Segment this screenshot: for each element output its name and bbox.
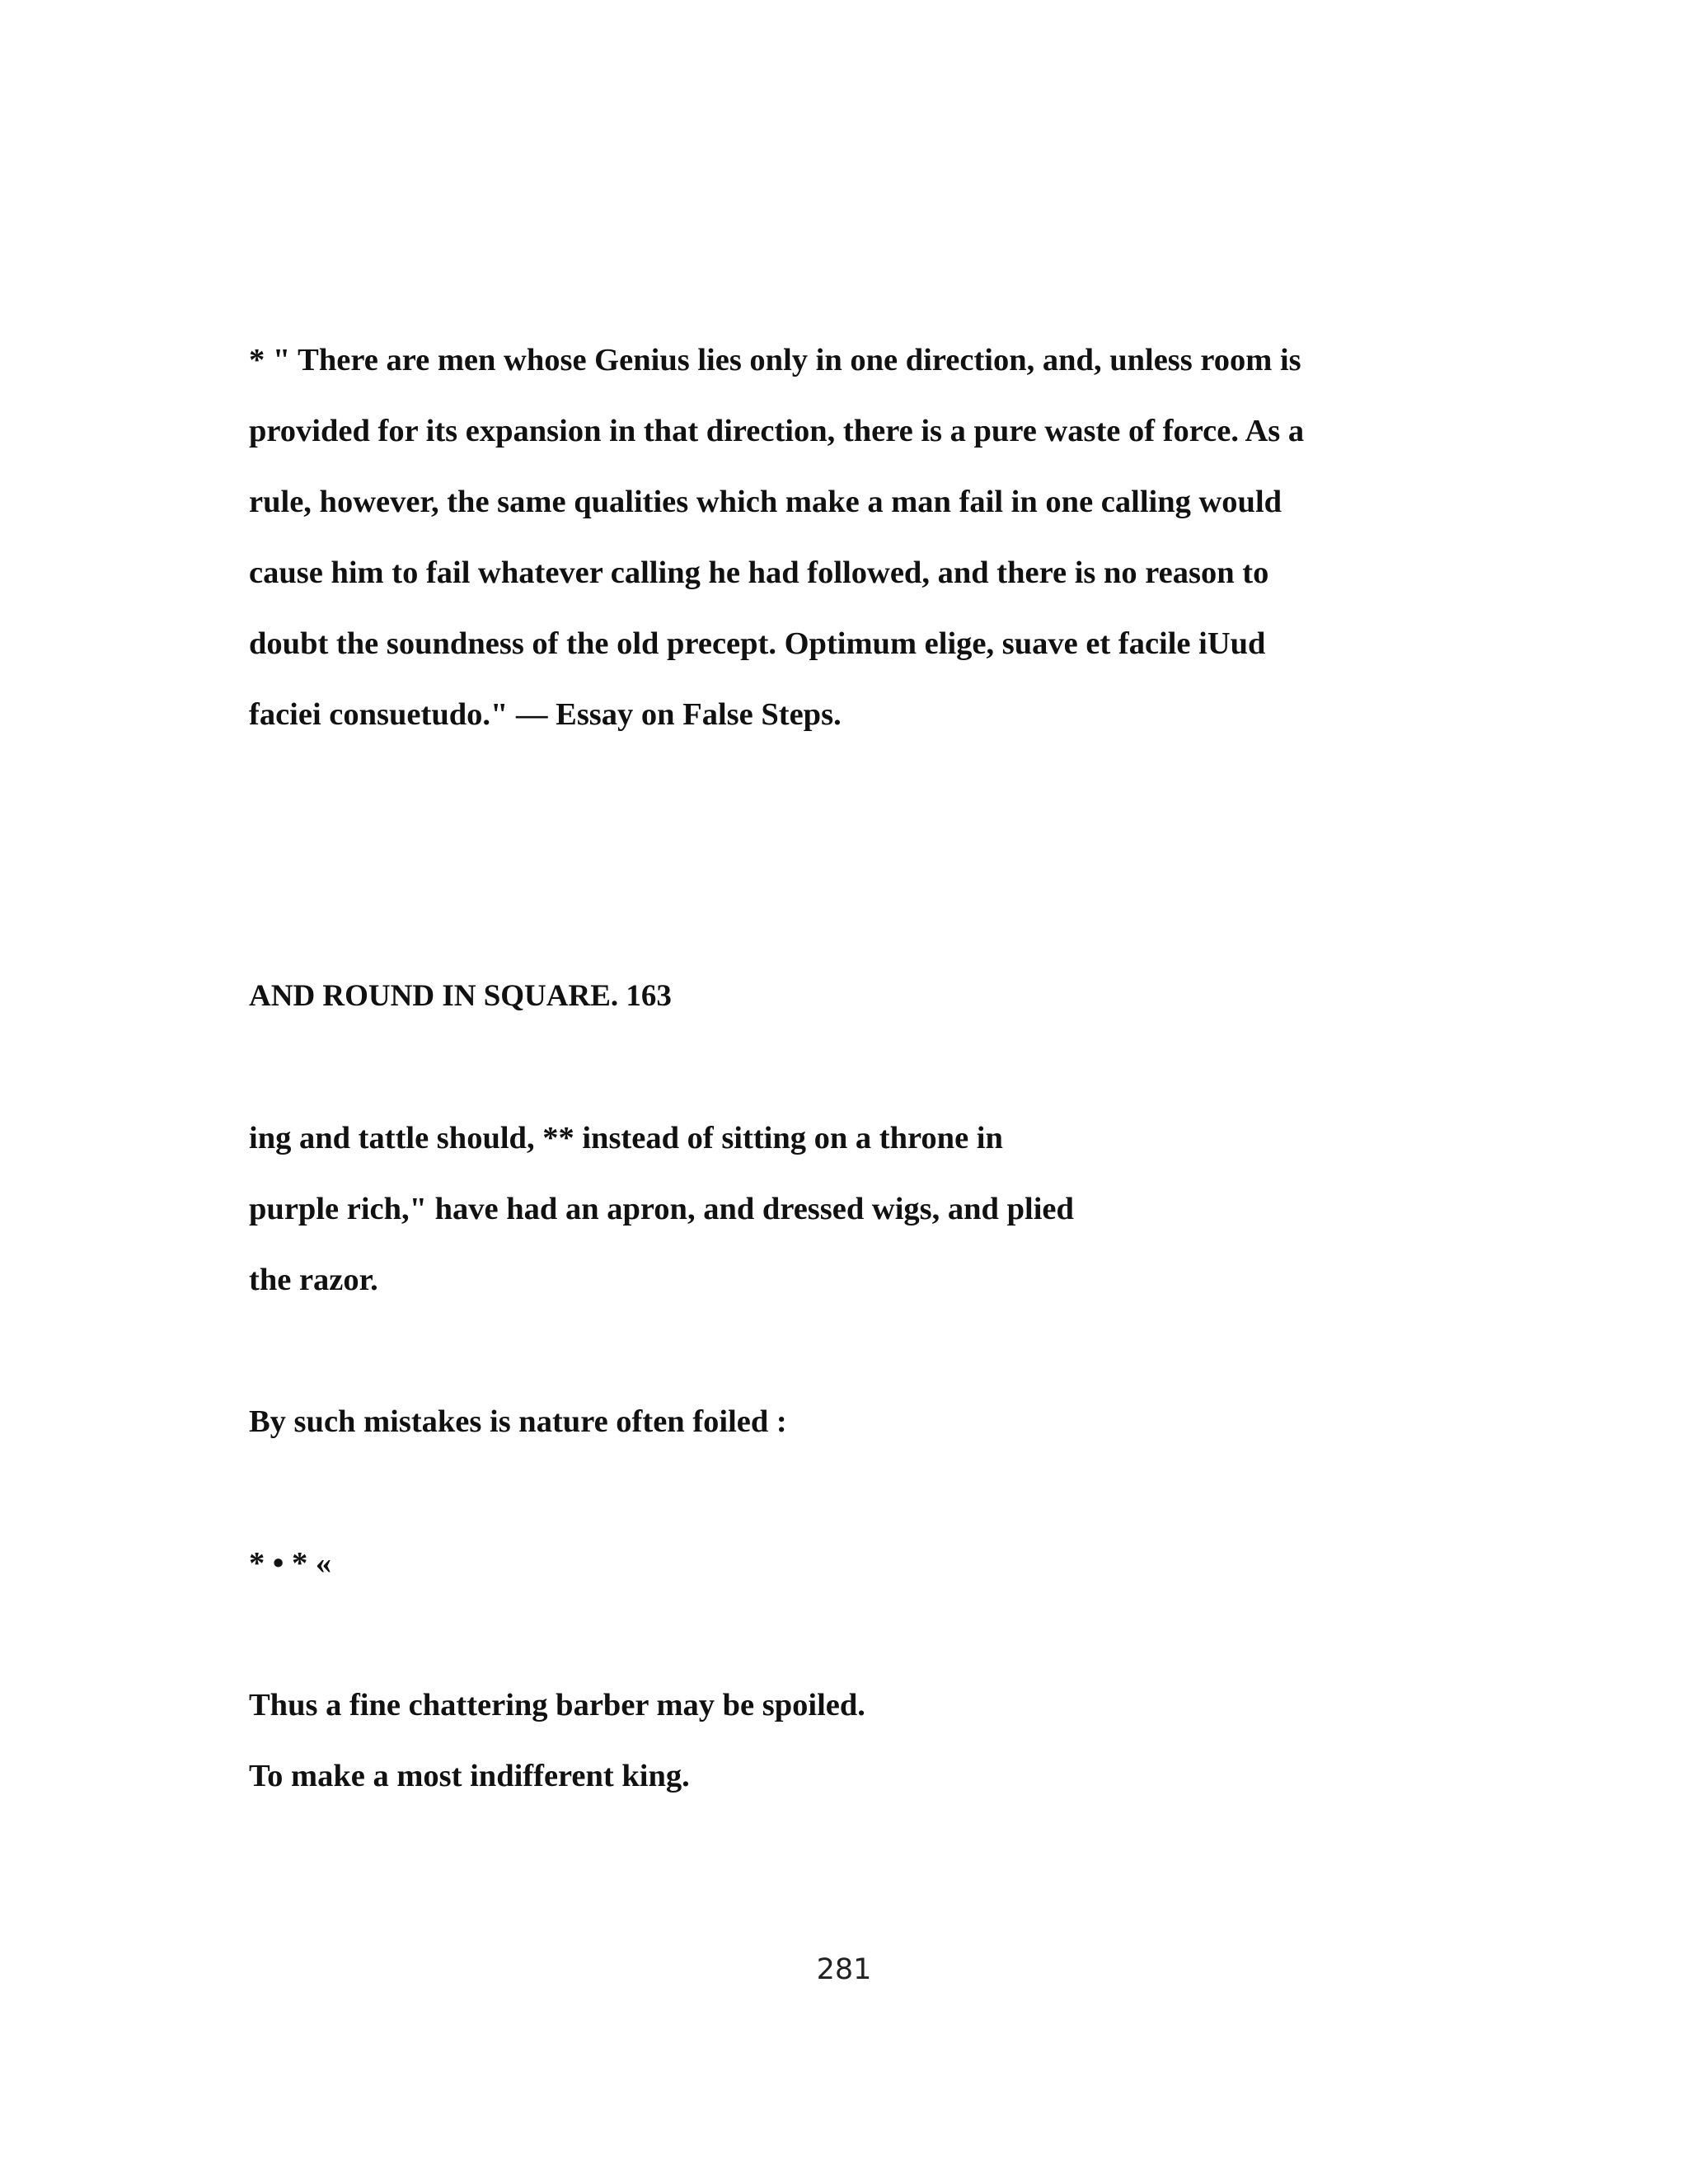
body-line-1: ing and tattle should, ** instead of sitting on a throne in [249, 1121, 1003, 1155]
footnote-line-6: faciei consuetudo." — Essay on False Steps. [249, 697, 842, 732]
footnote-line-2: provided for its expansion in that direction, there is a pure waste of force. As a [249, 414, 1305, 448]
footnote-line-4: cause him to fail whatever calling he had followed, and there is no reason to [249, 555, 1269, 590]
body-line-3: the razor. [249, 1263, 378, 1297]
verse-line-1: By such mistakes is nature often foiled : [249, 1404, 787, 1439]
footnote-line-1: * " There are men whose Genius lies only in one direction, and, unless room is [249, 343, 1301, 377]
footnote-line-5: doubt the soundness of the old precept. Optimum elige, suave et facile iUud [249, 626, 1266, 661]
verse-line-2: Thus a fine chattering barber may be spoiled. [249, 1688, 865, 1722]
body-line-2: purple rich," have had an apron, and dressed wigs, and plied [249, 1192, 1074, 1226]
ornament-line: * • * « [249, 1546, 332, 1581]
running-head: AND ROUND IN SQUARE. 163 [249, 979, 672, 1013]
footnote-line-3: rule, however, the same qualities which make a man fail in one calling would [249, 485, 1282, 519]
verse-line-3: To make a most indifferent king. [249, 1759, 690, 1793]
page-number: 281 [816, 1953, 872, 1986]
